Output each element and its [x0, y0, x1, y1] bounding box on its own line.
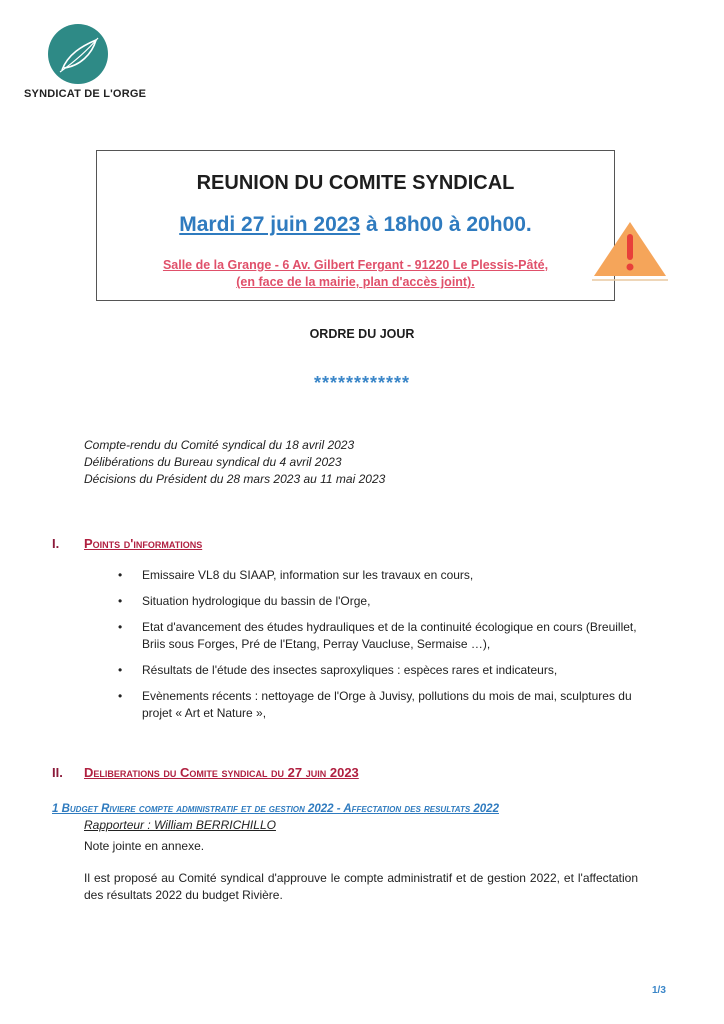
list-item-text: Situation hydrologique du bassin de l'Orge, [142, 594, 371, 608]
bullet-icon: • [118, 689, 123, 703]
org-name: SYNDICAT DE L'ORGE [24, 88, 147, 100]
list-item-text: Résultats de l'étude des insectes saproxyliques : espèces rares et indicateurs, [142, 663, 558, 677]
meeting-title: REUNION DU COMITE SYNDICAL [196, 172, 515, 194]
leaf-icon [48, 24, 108, 84]
list-item [118, 619, 638, 653]
item-1-paragraph: Il est proposé au Comité syndical d'approuve le compte administratif et de gestion 2022, et l'affectation des résultats 2022 du budget Rivière. [84, 871, 638, 902]
bullet-icon: • [118, 620, 123, 634]
meeting-address [96, 257, 615, 291]
rapporteur: Rapporteur : William BERRICHILLO [84, 818, 276, 832]
page-number: 1/3 [652, 985, 666, 996]
bullet-icon: • [118, 663, 123, 677]
bullet-icon: • [118, 568, 123, 582]
list-item [118, 688, 638, 722]
meeting-time: à 18h00 à 20h00. [360, 213, 532, 236]
logo [48, 24, 108, 84]
section-1-title: Points d'informations [84, 536, 203, 551]
list-item-text: Etat d'avancement des études hydrauliques et de la continuité écologique en cours (Breuillet, Briis sous Forges, Pré de l'Etang, Perray Vaucluse, Sermaise …), [142, 620, 637, 651]
agenda-heading: ORDRE DU JOUR [309, 327, 415, 341]
section-1-bullets [118, 567, 638, 731]
meeting-date [96, 213, 615, 237]
agenda-intro [84, 437, 385, 488]
intro-line: Délibérations du Bureau syndical du 4 avril 2023 [84, 455, 342, 469]
separator-stars: ************ [313, 373, 411, 393]
address-line-2: (en face de la mairie, plan d'accès joint). [236, 275, 475, 289]
list-item-text: Emissaire VL8 du SIAAP, information sur les travaux en cours, [142, 568, 474, 582]
section-1-number: I. [52, 536, 60, 551]
list-item-text: Evènements récents : nettoyage de l'Orge à Juvisy, pollutions du mois de mai, sculptures du projet « Art et Nature », [142, 689, 632, 720]
section-2-title: Deliberations du Comite syndical du 27 juin 2023 [84, 765, 359, 780]
warning-triangle-icon [590, 218, 670, 284]
item-1-title: 1 Budget Riviere compte administratif et de gestion 2022 - Affectation des resultats 2022 [52, 803, 499, 815]
meeting-date-day: Mardi 27 juin 2023 [179, 213, 361, 236]
list-item [118, 593, 638, 610]
list-item [118, 662, 638, 679]
bullet-icon: • [118, 594, 123, 608]
list-item [118, 567, 638, 584]
intro-line: Compte-rendu du Comité syndical du 18 avril 2023 [84, 438, 355, 452]
intro-line: Décisions du Président du 28 mars 2023 au 11 mai 2023 [84, 472, 386, 486]
address-line-1: Salle de la Grange - 6 Av. Gilbert Fergant - 91220 Le Plessis-Pâté, [162, 258, 549, 272]
note-annexe: Note jointe en annexe. [84, 839, 205, 853]
section-2-number: II. [52, 765, 63, 780]
